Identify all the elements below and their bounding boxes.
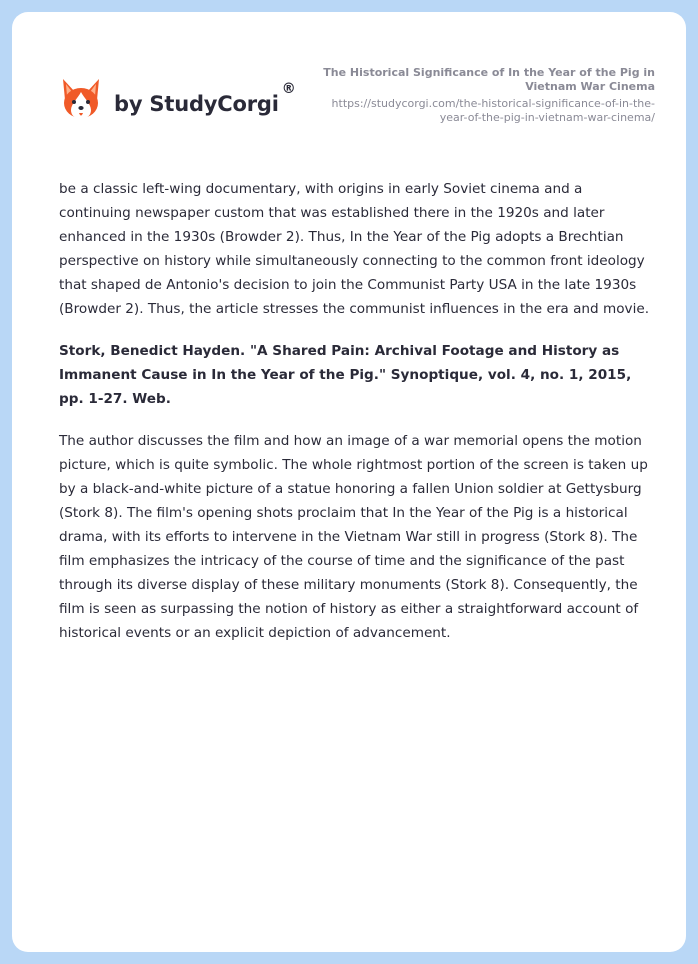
document-title-line: The Historical Significance of In the Year of the Pig in: [323, 66, 655, 79]
corgi-logo-icon: [60, 76, 102, 122]
citation-paragraph: Stork, Benedict Hayden. "A Shared Pain: Archival Footage and History as Immanent Cause in In the Year of the Pig." Synoptique, vol. 4, no. 1, 2015, pp. 1-27. Web.: [59, 343, 632, 407]
document-body: [59, 177, 655, 663]
document-page: [12, 12, 686, 952]
studycorgi-logo[interactable]: [60, 76, 296, 122]
registered-mark: ®: [281, 81, 296, 97]
document-url-line[interactable]: year-of-the-pig-in-vietnam-war-cinema/: [439, 111, 655, 124]
document-url-line[interactable]: https://studycorgi.com/the-historical-significance-of-in-the-: [331, 97, 655, 110]
document-url[interactable]: [305, 97, 655, 125]
body-paragraph: The author discusses the film and how an image of a war memorial opens the motion picture, which is quite symbolic. The whole rightmost portion of the screen is taken up by a black-and-white picture of a statue honoring a fallen Union soldier at Gettysburg (Stork 8). The film's opening shots proclaim that In the Year of the Pig is a historical drama, with its efforts to intervene in the Vietnam War still in progress (Stork 8). The film emphasizes the intricacy of the course of time and the significance of the past through its diverse display of these military monuments (Stork 8). Consequently, the film is seen as surpassing the notion of history as either a straightforward account of historical events or an explicit depiction of advancement.: [59, 433, 648, 641]
logo-text: by StudyCorgi: [114, 92, 279, 116]
document-meta: [305, 66, 655, 125]
body-paragraph: be a classic left-wing documentary, with origins in early Soviet cinema and a continuing newspaper custom that was established there in the 1920s and later enhanced in the 1930s (Browder 2). Thus, In the Year of the Pig adopts a Brechtian perspective on history while simultaneously connecting to the common front ideology that shaped de Antonio's decision to join the Communist Party USA in the late 1930s (Browder 2). Thus, the article stresses the communist influences in the era and movie.: [59, 181, 650, 317]
document-title-line: Vietnam War Cinema: [525, 80, 655, 93]
document-title: [305, 66, 655, 94]
page-header: [12, 12, 686, 162]
